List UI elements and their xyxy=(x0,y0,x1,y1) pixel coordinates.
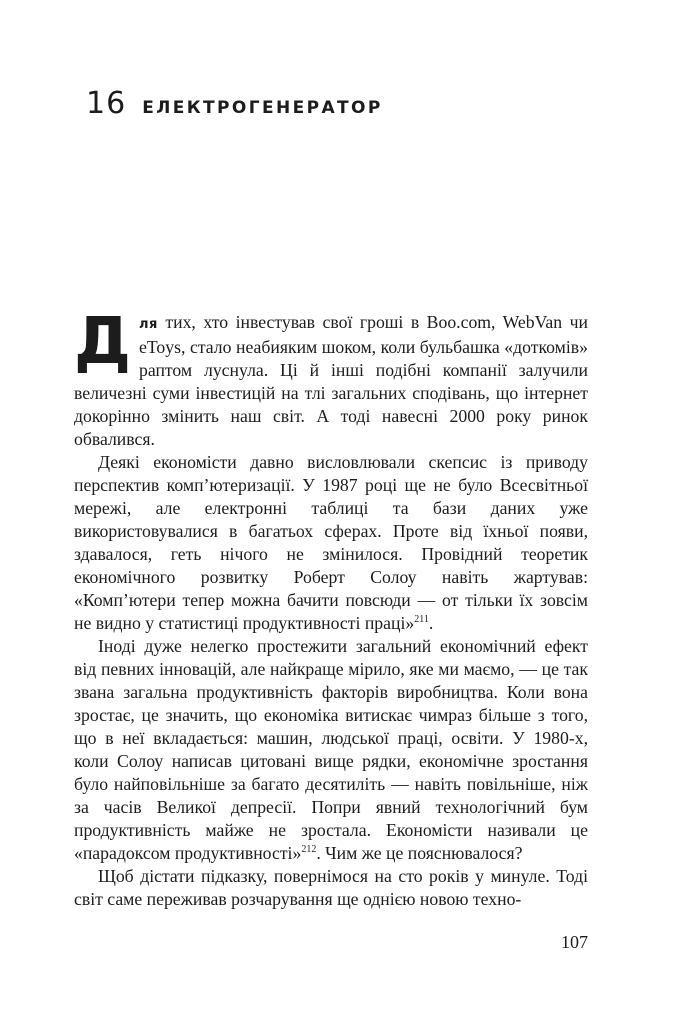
paragraph-3-text: Іноді дуже нелегко простежити загальний економічний ефект від певних інновацій, але найкраще мірило, яке ми маємо, — це так звана загальна продуктивність факторів виробництва. Коли вона зростає, це значить, що економіка витискає чимраз більше з того, що в неї вкладається: машин, людської праці, освіти. У 1980-х, коли Солоу написав цитовані вище рядки, економічне зростання було найповільніше за багато десятиліть — навіть повільніше, ніж за часів Великої депресії. Попри явний технологічний бум продуктивність майже не зростала. Економісти називали це «парадоксом продуктивності» xyxy=(74,636,588,863)
chapter-number: 16 xyxy=(86,86,127,121)
paragraph-3-tail: . Чим же це пояснювалося? xyxy=(316,843,523,863)
body-text xyxy=(74,305,588,911)
paragraph-1 xyxy=(74,305,588,451)
lead-in-word: ля xyxy=(139,317,158,332)
footnote-ref-212: 212 xyxy=(301,844,317,856)
chapter-heading xyxy=(86,86,383,126)
paragraph-3 xyxy=(74,635,588,865)
paragraph-4 xyxy=(74,865,588,911)
paragraph-1-text: тих, хто інвестував свої гроші в Boo.com, WebVan чи eToys, стало неабияким шоком, коли бульбашка «доткомів» раптом луснула. Ці й інші подібні компанії залучили величезні суми інвестицій на тлі загальних сподівань, що інтернет докорінно змінить наш світ. А тоді навесні 2000 року ринок обвалився. xyxy=(74,312,588,449)
footnote-ref-211: 211 xyxy=(414,614,429,626)
chapter-title: ЕЛЕКТРОГЕНЕРАТОР xyxy=(142,98,383,118)
page-number: 107 xyxy=(561,932,588,952)
drop-cap: Д xyxy=(74,305,131,379)
paragraph-4-text: Щоб дістати підказку, повернімося на сто років у минуле. Тоді світ саме переживав розчарування ще однією новою техно- xyxy=(74,866,588,909)
paragraph-2-tail: . xyxy=(428,613,434,633)
paragraph-2 xyxy=(74,451,588,635)
paragraph-2-text: Деякі економісти давно висловлювали скепсис із приводу перспектив комп’ютеризації. У 1987 році ще не було Всесвітньої мережі, але електронні таблиці та бази даних уже використовувалися в багатьох сферах. Проте від їхньої появи, здавалося, геть нічого не змінилося. Провідний теоретик економічного розвитку Роберт Солоу навіть жартував: «Комп’ютери тепер можна бачити повсюди — от тільки їх зовсім не видно у статистиці продуктивності праці» xyxy=(74,452,588,633)
